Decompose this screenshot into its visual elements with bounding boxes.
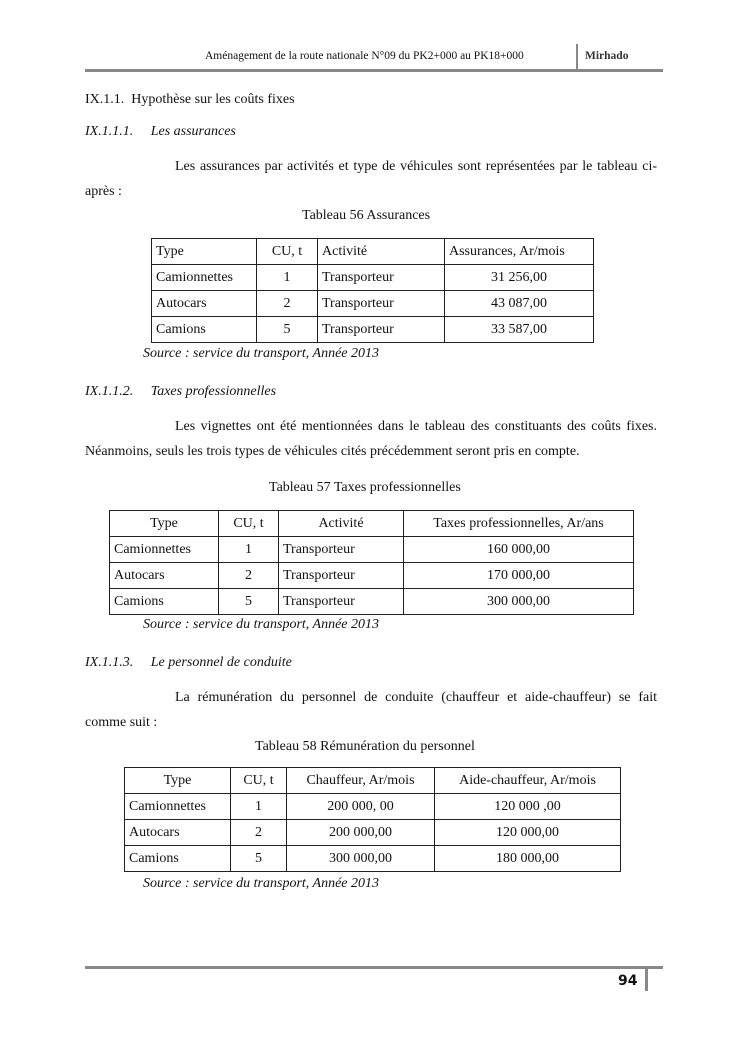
cell: Transporteur bbox=[318, 317, 445, 343]
cell: 160 000,00 bbox=[404, 537, 634, 563]
table-row bbox=[110, 563, 634, 589]
paragraph-text: Les assurances par activités et type de véhicules sont représentées par le tableau ci-après : bbox=[85, 159, 657, 199]
cell: Camions bbox=[125, 846, 231, 872]
cell: 120 000,00 bbox=[435, 820, 621, 846]
cell: 180 000,00 bbox=[435, 846, 621, 872]
table-row bbox=[125, 794, 621, 820]
header-cell: Type bbox=[125, 768, 231, 794]
cell: 2 bbox=[257, 291, 318, 317]
cell: 1 bbox=[231, 794, 287, 820]
cell: Autocars bbox=[152, 291, 257, 317]
header-cell: Chauffeur, Ar/mois bbox=[287, 768, 435, 794]
header-cell: Assurances, Ar/mois bbox=[445, 239, 594, 265]
table-source-57: Source : service du transport, Année 2013 bbox=[143, 617, 380, 632]
table-caption-58: Tableau 58 Rémunération du personnel bbox=[255, 739, 475, 754]
table-remuneration bbox=[124, 767, 621, 872]
table-row bbox=[152, 317, 594, 343]
running-header-author: Mirhado bbox=[585, 50, 629, 62]
cell: Autocars bbox=[125, 820, 231, 846]
cell: 5 bbox=[219, 589, 279, 615]
subsection-heading-taxes: IX.1.1.2. Taxes professionnelles bbox=[85, 384, 277, 399]
table-row bbox=[110, 589, 634, 615]
header-cell: Activité bbox=[318, 239, 445, 265]
cell: Transporteur bbox=[318, 291, 445, 317]
header-cell: Aide-chauffeur, Ar/mois bbox=[435, 768, 621, 794]
table-row bbox=[125, 846, 621, 872]
subsection-heading-personnel: IX.1.1.3. Le personnel de conduite bbox=[85, 655, 292, 670]
cell: Camionnettes bbox=[110, 537, 219, 563]
table-header-row bbox=[125, 768, 621, 794]
header-cell: CU, t bbox=[231, 768, 287, 794]
paragraph-taxes bbox=[85, 414, 657, 464]
cell: 300 000,00 bbox=[404, 589, 634, 615]
header-cell: Type bbox=[110, 511, 219, 537]
cell: 2 bbox=[219, 563, 279, 589]
cell: 200 000,00 bbox=[287, 820, 435, 846]
cell: Camionnettes bbox=[152, 265, 257, 291]
footer-rule bbox=[85, 966, 663, 969]
table-source-58: Source : service du transport, Année 2013 bbox=[143, 876, 380, 891]
paragraph-text: Les vignettes ont été mentionnées dans le tableau des constituants des coûts fixes. Néanmoins, seuls les trois types de véhicules cités précédemment seront pris en compte. bbox=[85, 419, 657, 459]
page-number: 94 bbox=[618, 973, 638, 989]
paragraph-text: La rémunération du personnel de conduite (chauffeur et aide-chauffeur) se fait comme suit : bbox=[85, 690, 657, 730]
cell: Transporteur bbox=[279, 563, 404, 589]
paragraph-assurances bbox=[85, 154, 657, 204]
cell: 300 000,00 bbox=[287, 846, 435, 872]
table-assurances bbox=[151, 238, 594, 343]
cell: 1 bbox=[219, 537, 279, 563]
cell: 1 bbox=[257, 265, 318, 291]
header-cell: CU, t bbox=[257, 239, 318, 265]
header-cell: Taxes professionnelles, Ar/ans bbox=[404, 511, 634, 537]
cell: 5 bbox=[257, 317, 318, 343]
table-taxes bbox=[109, 510, 634, 615]
cell: Camions bbox=[110, 589, 219, 615]
subsection-heading-assurances: IX.1.1.1. Les assurances bbox=[85, 124, 236, 139]
cell: 31 256,00 bbox=[445, 265, 594, 291]
paragraph-personnel bbox=[85, 685, 657, 735]
cell: 200 000, 00 bbox=[287, 794, 435, 820]
cell: Camionnettes bbox=[125, 794, 231, 820]
cell: 2 bbox=[231, 820, 287, 846]
header-cell: Activité bbox=[279, 511, 404, 537]
table-row bbox=[125, 820, 621, 846]
cell: 120 000 ,00 bbox=[435, 794, 621, 820]
table-row bbox=[152, 291, 594, 317]
footer-divider bbox=[645, 966, 648, 991]
running-header-title: Aménagement de la route nationale N°09 du PK2+000 au PK18+000 bbox=[205, 50, 524, 62]
cell: Transporteur bbox=[279, 589, 404, 615]
header-cell: CU, t bbox=[219, 511, 279, 537]
header-cell: Type bbox=[152, 239, 257, 265]
cell: 5 bbox=[231, 846, 287, 872]
table-source-56: Source : service du transport, Année 2013 bbox=[143, 346, 380, 361]
table-caption-57: Tableau 57 Taxes professionnelles bbox=[269, 480, 461, 495]
cell: Transporteur bbox=[279, 537, 404, 563]
cell: Autocars bbox=[110, 563, 219, 589]
cell: 170 000,00 bbox=[404, 563, 634, 589]
cell: 43 087,00 bbox=[445, 291, 594, 317]
cell: Camions bbox=[152, 317, 257, 343]
cell: Transporteur bbox=[318, 265, 445, 291]
table-row bbox=[110, 537, 634, 563]
table-caption-56: Tableau 56 Assurances bbox=[302, 208, 431, 223]
table-header-row bbox=[110, 511, 634, 537]
header-divider bbox=[576, 44, 578, 72]
table-header-row bbox=[152, 239, 594, 265]
cell: 33 587,00 bbox=[445, 317, 594, 343]
table-row bbox=[152, 265, 594, 291]
section-heading: IX.1.1. Hypothèse sur les coûts fixes bbox=[85, 92, 295, 107]
